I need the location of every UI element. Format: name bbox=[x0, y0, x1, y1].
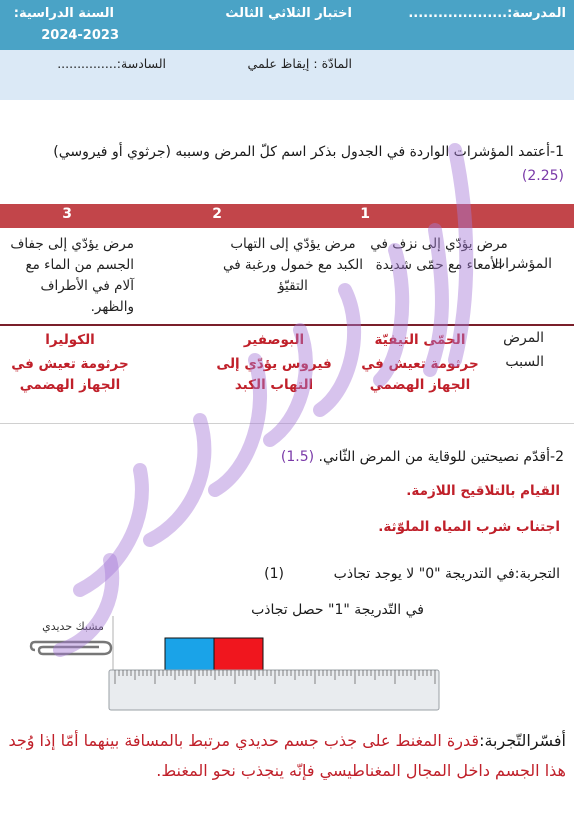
table-header bbox=[0, 204, 574, 228]
diseases-table bbox=[0, 204, 574, 424]
disease-cell-1: الحمّى التيفيّة bbox=[374, 332, 466, 348]
interpretation-label: أفسّرالتّجربة: bbox=[479, 731, 566, 750]
question-2-points: (1.5) bbox=[280, 449, 315, 465]
exam-header bbox=[0, 0, 574, 100]
indicator-cell-1: مرض يؤدّي إلى نزف في الأمعاء مع حمّى شديدة bbox=[370, 236, 508, 273]
row-label-cause: السبب bbox=[505, 354, 544, 370]
paperclip-label: مشبك حديدي bbox=[42, 620, 104, 633]
school-field: المدرسة:.................... bbox=[408, 6, 566, 21]
paperclip-icon bbox=[31, 642, 111, 654]
answer-1: القيام بالتلاقيح اللازمة. bbox=[406, 483, 560, 499]
ruler bbox=[109, 670, 439, 710]
table-header-3: 3 bbox=[62, 206, 72, 222]
question-1-text: 1-أعتمد المؤشرات الواردة في الجدول بذكر اسم كلّ المرض وسببه (جرثوي أو فيروسي) bbox=[53, 144, 564, 160]
magnet-blue-pole bbox=[165, 638, 214, 670]
table-header-2: 2 bbox=[212, 206, 222, 222]
experiment-line-2: في التّدريجة "1" حصل تجاذب bbox=[251, 602, 424, 618]
exam-title: اختبار الثلاثي الثالث bbox=[225, 6, 352, 21]
question-2 bbox=[281, 449, 564, 465]
disease-cell-2: البوصفير bbox=[243, 332, 305, 348]
cause-cell-2: فيروس يؤدّي إلى التهاب الكبد bbox=[216, 356, 332, 393]
magnet-red-pole bbox=[214, 638, 263, 670]
table-header-1: 1 bbox=[360, 206, 370, 222]
table-row-divider bbox=[0, 324, 574, 326]
answer-2: اجتناب شرب المياه الملوّثة. bbox=[378, 519, 560, 535]
experiment-line-1: التجربة:في التدريجة "0" لا يوجد تجاذب bbox=[333, 566, 560, 582]
subject-field: المادّة : إيقاظ علمي bbox=[247, 56, 352, 71]
row-label-disease: المرض bbox=[503, 330, 544, 346]
magnet-ruler-figure bbox=[25, 612, 445, 712]
grade-field: السادسة:............... bbox=[57, 56, 166, 71]
indicator-cell-2: مرض يؤدّي إلى التهاب الكبد مع خمول ورغبة في التقيّؤ bbox=[222, 236, 364, 294]
cause-cell-1: جرثومة تعيش في الجهاز الهضمي bbox=[361, 356, 479, 393]
school-year: 2024-2023 bbox=[41, 28, 119, 43]
indicator-cell-3: مرض يؤدّي إلى جفاف الجسم من الماء مع آلام في الأطراف والظهر. bbox=[10, 236, 134, 315]
interpretation-text: قدرة المغنط على جذب جسم حديدي مرتبط بالمسافة بينهما أمّا إذا وُجد هذا الجسم داخل المجال المغناطيسي فإنّه ينجذب نحو المغنط. bbox=[8, 731, 566, 780]
row-label-indicators: المؤشرات bbox=[491, 256, 552, 272]
question-2-text: 2-أقدّم نصيحتين للوقاية من المرض الثّاني. bbox=[318, 449, 564, 465]
interpretation bbox=[4, 726, 566, 786]
cause-cell-3: جرثومة تعيش في الجهاز الهضمي bbox=[11, 356, 129, 393]
question-1-points: (2.25) bbox=[521, 168, 564, 184]
question-1 bbox=[9, 140, 564, 188]
experiment-number: (1) bbox=[264, 566, 284, 582]
disease-cell-3: الكوليرا bbox=[45, 332, 95, 348]
school-year-label: السنة الدراسية: bbox=[13, 6, 114, 21]
